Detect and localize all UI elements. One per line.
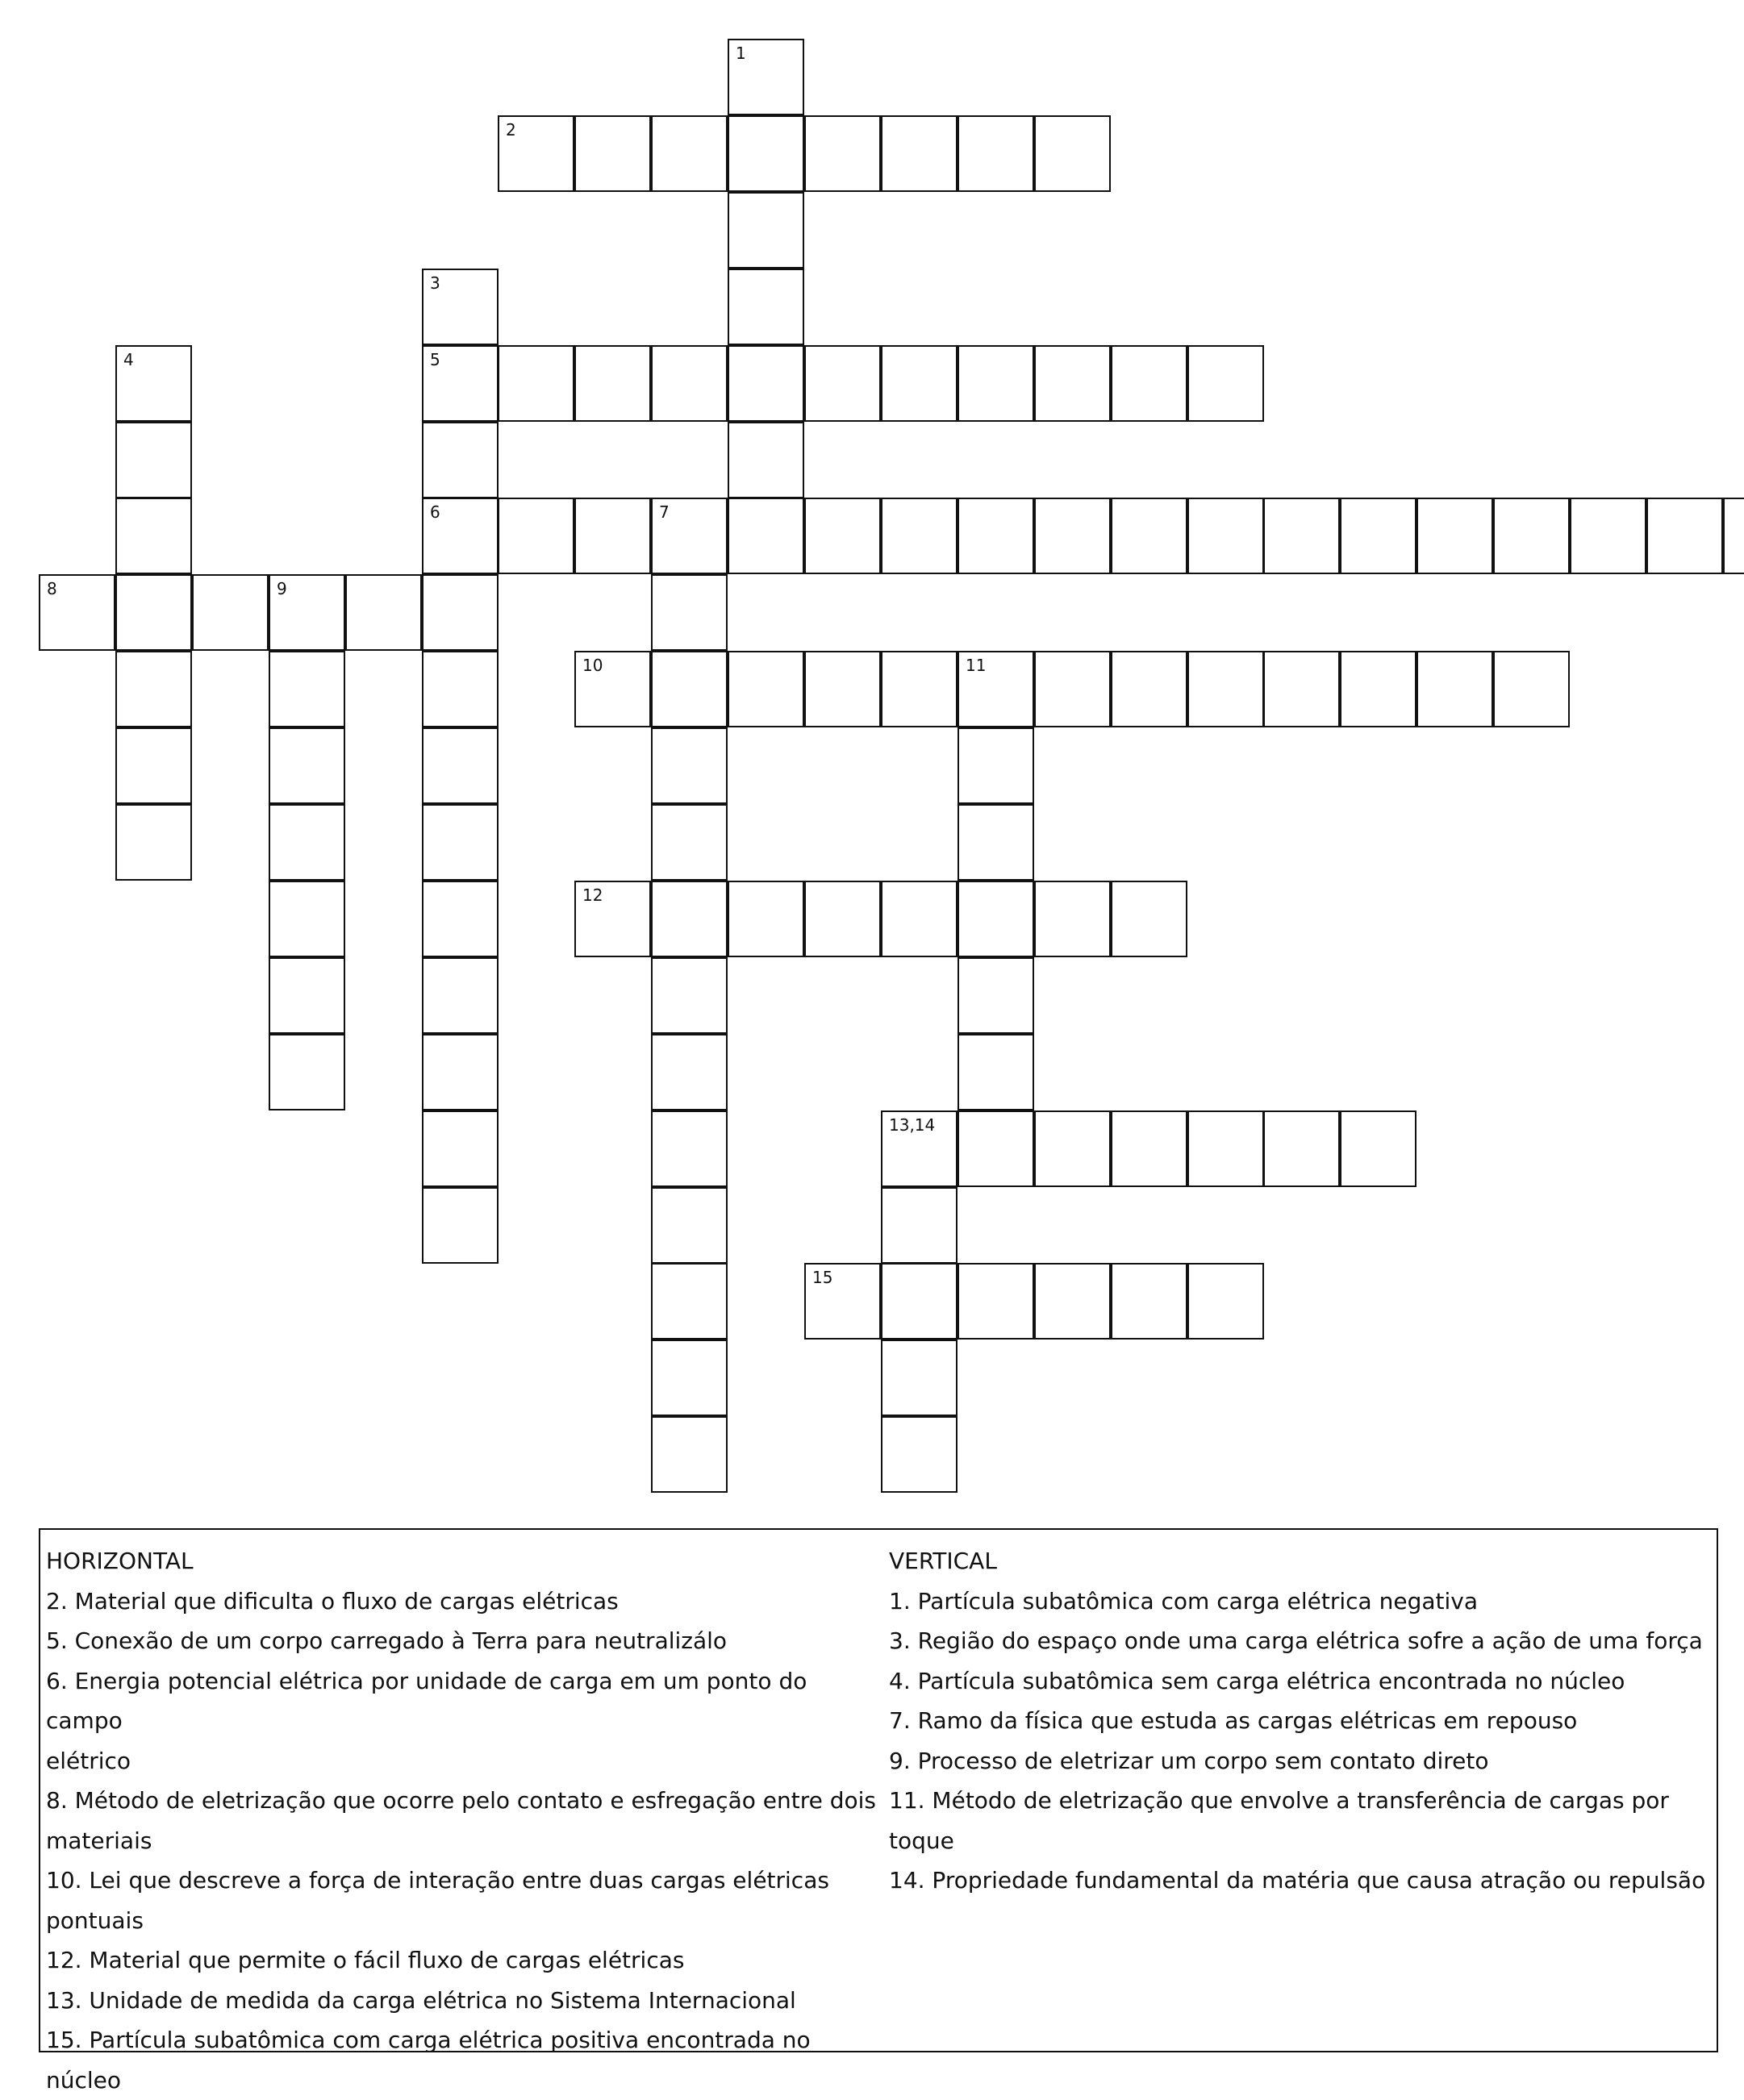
crossword-cell[interactable] bbox=[574, 345, 651, 422]
crossword-cell[interactable] bbox=[1187, 345, 1264, 422]
crossword-cell[interactable] bbox=[728, 651, 804, 727]
crossword-cell[interactable] bbox=[574, 881, 651, 957]
clue-v: 4. Partícula subatômica sem carga elétrica encontrada no núcleo bbox=[889, 1667, 1625, 1694]
crossword-cell[interactable] bbox=[651, 345, 728, 422]
clue-v: 3. Região do espaço onde uma carga elétrica sofre a ação de uma força bbox=[889, 1627, 1703, 1654]
crossword-cell[interactable] bbox=[422, 727, 499, 804]
crossword-cell[interactable] bbox=[1111, 1110, 1187, 1187]
crossword-cell[interactable] bbox=[1340, 498, 1416, 574]
crossword-cell[interactable] bbox=[804, 498, 881, 574]
crossword-cell[interactable] bbox=[1111, 345, 1187, 422]
crossword-cell[interactable] bbox=[958, 804, 1034, 881]
crossword-cell[interactable] bbox=[1416, 498, 1493, 574]
crossword-cell[interactable] bbox=[498, 498, 574, 574]
clue-h: 6. Energia potencial elétrica por unidade de carga em um ponto do campo bbox=[46, 1667, 807, 1734]
crossword-cell[interactable] bbox=[1034, 1263, 1111, 1340]
crossword-cell[interactable] bbox=[1034, 345, 1111, 422]
clue-h: pontuais bbox=[46, 1906, 144, 1934]
clue-v: 9. Processo de eletrizar um corpo sem contato direto bbox=[889, 1747, 1489, 1774]
vertical-clues bbox=[889, 1541, 1712, 1901]
crossword-cell[interactable] bbox=[1263, 651, 1340, 727]
crossword-cell[interactable] bbox=[1034, 498, 1111, 574]
crossword-cell[interactable] bbox=[115, 345, 192, 422]
crossword-cell[interactable] bbox=[881, 345, 958, 422]
crossword-cell[interactable] bbox=[1493, 651, 1570, 727]
crossword-cell[interactable] bbox=[1263, 1110, 1340, 1187]
crossword-cell[interactable] bbox=[728, 192, 804, 269]
crossword-cell[interactable] bbox=[651, 1187, 728, 1264]
crossword-cell[interactable] bbox=[881, 881, 958, 957]
crossword-cell[interactable] bbox=[422, 574, 499, 651]
clue-number: 10 bbox=[582, 656, 603, 675]
crossword-cell[interactable] bbox=[1034, 1110, 1111, 1187]
clue-number: 15 bbox=[812, 1268, 833, 1287]
crossword-cell[interactable] bbox=[422, 345, 499, 422]
crossword-cell[interactable] bbox=[651, 651, 728, 727]
crossword-cell[interactable] bbox=[804, 345, 881, 422]
crossword-cell[interactable] bbox=[498, 115, 574, 192]
crossword-cell[interactable] bbox=[958, 1110, 1034, 1187]
clue-number: 7 bbox=[659, 502, 670, 522]
clue-v: 11. Método de eletrização que envolve a transferência de cargas por toque bbox=[889, 1787, 1669, 1854]
crossword-cell[interactable] bbox=[269, 1034, 345, 1110]
crossword-cell[interactable] bbox=[804, 651, 881, 727]
clue-number: 8 bbox=[47, 579, 57, 598]
crossword-cell[interactable] bbox=[651, 804, 728, 881]
crossword-cell[interactable] bbox=[1111, 498, 1187, 574]
crossword-cell[interactable] bbox=[422, 881, 499, 957]
crossword-cell[interactable] bbox=[958, 345, 1034, 422]
crossword-cell[interactable] bbox=[422, 498, 499, 574]
clue-number: 3 bbox=[430, 273, 440, 293]
crossword-cell[interactable] bbox=[269, 881, 345, 957]
crossword-cell[interactable] bbox=[1111, 651, 1187, 727]
crossword-cell[interactable] bbox=[651, 727, 728, 804]
crossword-cell[interactable] bbox=[881, 498, 958, 574]
crossword-cell[interactable] bbox=[728, 881, 804, 957]
clue-number: 13,14 bbox=[889, 1115, 936, 1135]
crossword-cell[interactable] bbox=[1187, 1263, 1264, 1340]
crossword-cell[interactable] bbox=[958, 1034, 1034, 1110]
crossword-cell[interactable] bbox=[958, 498, 1034, 574]
crossword-cell[interactable] bbox=[115, 422, 192, 498]
crossword-cell[interactable] bbox=[1034, 881, 1111, 957]
crossword-cell[interactable] bbox=[958, 727, 1034, 804]
horizontal-title: HORIZONTAL bbox=[46, 1548, 194, 1574]
crossword-cell[interactable] bbox=[1034, 651, 1111, 727]
crossword-cell[interactable] bbox=[728, 422, 804, 498]
crossword-cell[interactable] bbox=[728, 115, 804, 192]
clue-h: 15. Partícula subatômica com carga elétrica positiva encontrada no núcleo bbox=[46, 2027, 811, 2094]
crossword-cell[interactable] bbox=[422, 1034, 499, 1110]
crossword-cell[interactable] bbox=[728, 345, 804, 422]
crossword-cell[interactable] bbox=[728, 39, 804, 115]
crossword-cell[interactable] bbox=[574, 498, 651, 574]
clue-v: 14. Propriedade fundamental da matéria que causa atração ou repulsão bbox=[889, 1867, 1706, 1894]
crossword-cell[interactable] bbox=[574, 115, 651, 192]
crossword-cell[interactable] bbox=[345, 574, 422, 651]
crossword-cell[interactable] bbox=[269, 727, 345, 804]
crossword-cell[interactable] bbox=[651, 574, 728, 651]
crossword-cell[interactable] bbox=[1340, 651, 1416, 727]
crossword-cell[interactable] bbox=[881, 115, 958, 192]
crossword-cell[interactable] bbox=[1646, 498, 1723, 574]
crossword-cell[interactable] bbox=[269, 651, 345, 727]
crossword-cell[interactable] bbox=[804, 881, 881, 957]
crossword-cell[interactable] bbox=[651, 881, 728, 957]
crossword-cell[interactable] bbox=[192, 574, 269, 651]
clue-h: 13. Unidade de medida da carga elétrica no Sistema Internacional bbox=[46, 1986, 796, 2014]
crossword-cell[interactable] bbox=[1187, 1110, 1264, 1187]
clue-number: 6 bbox=[430, 502, 440, 522]
crossword-cell[interactable] bbox=[1034, 115, 1111, 192]
crossword-cell[interactable] bbox=[269, 574, 345, 651]
clue-v: 1. Partícula subatômica com carga elétrica negativa bbox=[889, 1587, 1478, 1615]
crossword-cell[interactable] bbox=[1187, 651, 1264, 727]
clue-number: 12 bbox=[582, 885, 603, 905]
horizontal-clues bbox=[46, 1541, 877, 2100]
crossword-cell[interactable] bbox=[115, 574, 192, 651]
crossword-cell[interactable] bbox=[115, 727, 192, 804]
clue-h: 12. Material que permite o fácil fluxo de cargas elétricas bbox=[46, 1947, 685, 1973]
crossword-cell[interactable] bbox=[422, 804, 499, 881]
crossword-cell[interactable] bbox=[728, 498, 804, 574]
clue-number: 1 bbox=[736, 44, 746, 63]
crossword-cell[interactable] bbox=[1723, 498, 1744, 574]
crossword-cell[interactable] bbox=[728, 269, 804, 345]
crossword-cell[interactable] bbox=[422, 422, 499, 498]
clue-h: 5. Conexão de um corpo carregado à Terra para neutralizálo bbox=[46, 1627, 728, 1654]
crossword-cell[interactable] bbox=[881, 1340, 958, 1416]
clue-h: 2. Material que dificulta o fluxo de cargas elétricas bbox=[46, 1587, 619, 1615]
crossword-cell[interactable] bbox=[269, 804, 345, 881]
clues-panel bbox=[39, 1528, 1718, 2094]
crossword-cell[interactable] bbox=[804, 115, 881, 192]
crossword-cell[interactable] bbox=[958, 651, 1034, 727]
vertical-title: VERTICAL bbox=[889, 1548, 997, 1574]
clue-number: 11 bbox=[966, 656, 987, 675]
crossword-cell[interactable] bbox=[422, 269, 499, 345]
crossword-cell[interactable] bbox=[881, 1110, 958, 1187]
clue-number: 4 bbox=[123, 350, 134, 369]
crossword-cell[interactable] bbox=[269, 957, 345, 1034]
crossword-cell[interactable] bbox=[651, 498, 728, 574]
clue-h: elétrico bbox=[46, 1747, 131, 1774]
crossword-cell[interactable] bbox=[1187, 498, 1264, 574]
crossword-cell[interactable] bbox=[422, 651, 499, 727]
crossword-cell[interactable] bbox=[881, 1263, 958, 1340]
clue-number: 9 bbox=[277, 579, 287, 598]
clue-h: 8. Método de eletrização que ocorre pelo contato e esfregação entre dois bbox=[46, 1787, 877, 1814]
crossword-cell[interactable] bbox=[1340, 1110, 1416, 1187]
crossword-cell[interactable] bbox=[1416, 651, 1493, 727]
crossword-cell[interactable] bbox=[651, 1340, 728, 1416]
crossword-cell[interactable] bbox=[1111, 1263, 1187, 1340]
crossword-cell[interactable] bbox=[115, 651, 192, 727]
crossword-cell[interactable] bbox=[881, 1187, 958, 1264]
crossword-cell[interactable] bbox=[1493, 498, 1570, 574]
crossword-cell[interactable] bbox=[958, 957, 1034, 1034]
crossword-cell[interactable] bbox=[39, 574, 115, 651]
crossword-cell[interactable] bbox=[1570, 498, 1646, 574]
crossword-cell[interactable] bbox=[958, 115, 1034, 192]
crossword-cell[interactable] bbox=[958, 881, 1034, 957]
crossword-cell[interactable] bbox=[651, 1416, 728, 1493]
clue-number: 2 bbox=[506, 120, 516, 140]
crossword-cell[interactable] bbox=[422, 1187, 499, 1264]
crossword-cell[interactable] bbox=[651, 1263, 728, 1340]
crossword-cell[interactable] bbox=[651, 957, 728, 1034]
crossword-cell[interactable] bbox=[881, 1416, 958, 1493]
clue-h: 10. Lei que descreve a força de interação entre duas cargas elétricas bbox=[46, 1867, 829, 1894]
crossword-cell[interactable] bbox=[422, 1110, 499, 1187]
crossword-cell[interactable] bbox=[651, 1110, 728, 1187]
crossword-cell[interactable] bbox=[958, 1263, 1034, 1340]
crossword-cell[interactable] bbox=[651, 115, 728, 192]
crossword-cell[interactable] bbox=[115, 498, 192, 574]
crossword-cell[interactable] bbox=[1263, 498, 1340, 574]
crossword-cell[interactable] bbox=[422, 957, 499, 1034]
crossword-cell[interactable] bbox=[651, 1034, 728, 1110]
crossword-cell[interactable] bbox=[498, 345, 574, 422]
crossword-cell[interactable] bbox=[574, 651, 651, 727]
crossword-cell[interactable] bbox=[804, 1263, 881, 1340]
crossword-cell[interactable] bbox=[1111, 881, 1187, 957]
crossword-cell[interactable] bbox=[881, 651, 958, 727]
crossword-cell[interactable] bbox=[115, 804, 192, 881]
clue-number: 5 bbox=[430, 350, 440, 369]
clue-v: 7. Ramo da física que estuda as cargas elétricas em repouso bbox=[889, 1707, 1578, 1734]
clue-h: materiais bbox=[46, 1827, 152, 1854]
